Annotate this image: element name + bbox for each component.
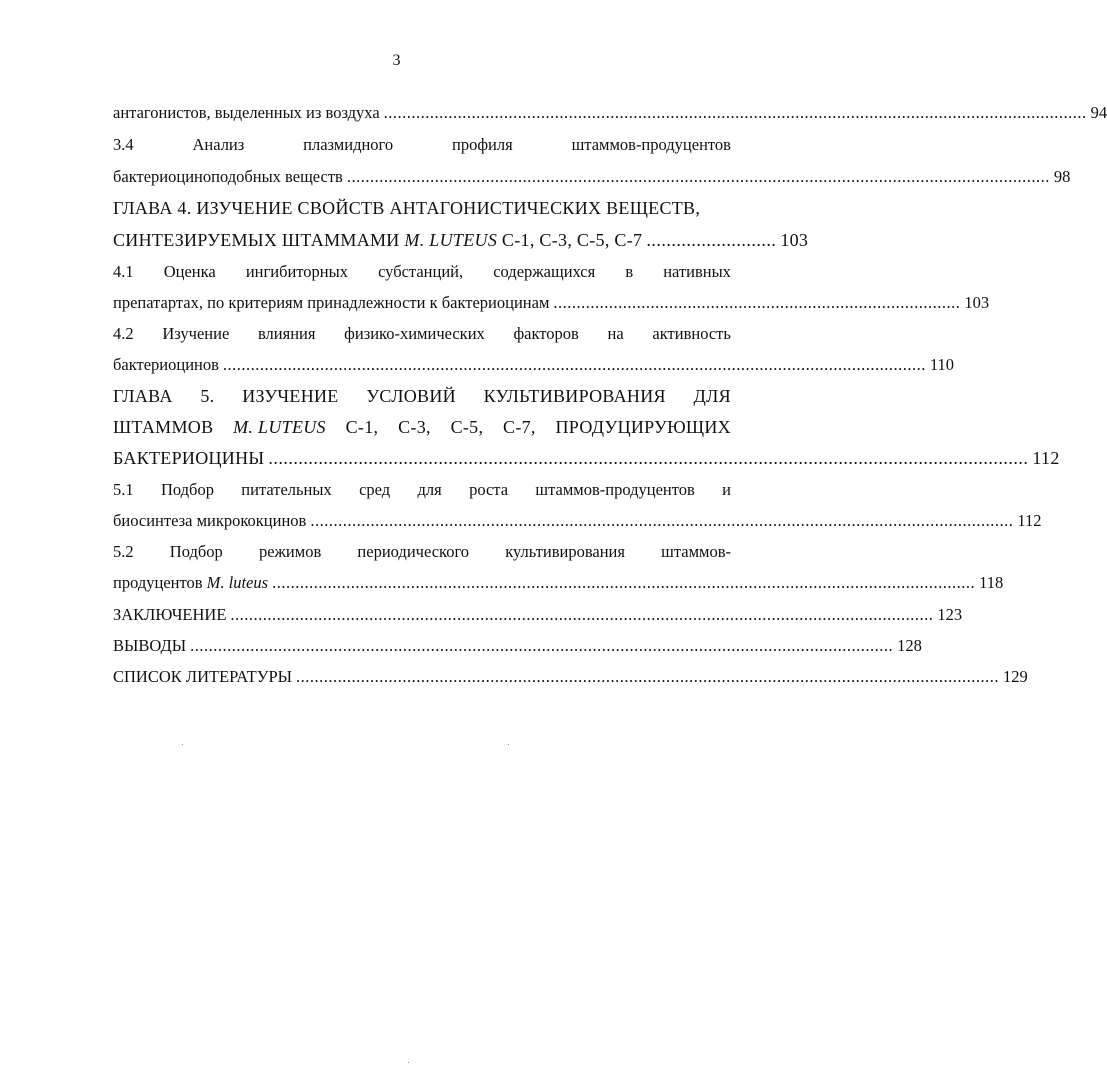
toc-word: штаммов-: [661, 542, 731, 561]
toc-word: штаммов-продуцентов: [571, 135, 731, 154]
toc-word: ИЗУЧЕНИЕ: [242, 386, 339, 406]
section-number: 5.2: [113, 542, 134, 561]
toc-word: ГЛАВА: [113, 386, 173, 406]
toc-word: Оценка: [163, 262, 216, 281]
toc-entry-title: антагонистов, выделенных из воздуха: [113, 103, 380, 122]
dot-leader: ........................................................................................................................................................: [272, 573, 976, 592]
toc-word: КУЛЬТИВИРОВАНИЯ: [483, 386, 666, 406]
dot-leader: ........................................................................................................................................................: [190, 636, 894, 655]
toc-page-number: 128: [897, 636, 922, 655]
toc-word: субстанций,: [378, 262, 464, 281]
toc-word: влияния: [257, 324, 316, 343]
toc-word: С-1,: [345, 417, 379, 437]
toc-word: активность: [652, 324, 731, 343]
toc-entry-title: СПИСОК ЛИТЕРАТУРЫ: [113, 667, 293, 686]
toc-entry-title: биосинтеза микрококцинов: [113, 511, 307, 530]
species-name: M. LUTEUS: [404, 230, 498, 250]
toc-page-number: 103: [964, 293, 990, 312]
dot-leader: ........................................................................................: [553, 293, 961, 312]
toc-entry: [113, 230, 809, 252]
toc-word: на: [607, 324, 624, 343]
toc-entry-title: бактериоциноподобных веществ: [113, 167, 343, 186]
dot-leader: ........................................................................................................................................................: [230, 605, 934, 624]
toc-entry: [113, 167, 1071, 189]
toc-entry-title: БАКТЕРИОЦИНЫ: [113, 448, 265, 468]
toc-entry-title: ВЫВОДЫ: [113, 636, 187, 655]
toc-entry-title: бактериоцинов: [113, 355, 219, 374]
toc-word: штаммов-продуцентов: [535, 480, 695, 499]
toc-entry: [113, 542, 731, 564]
toc-entry: [113, 324, 731, 346]
toc-entry: [113, 293, 990, 315]
species-name: M. LUTEUS: [233, 417, 326, 437]
scan-speck: [508, 744, 509, 745]
chapter-title: ГЛАВА 4. ИЗУЧЕНИЕ СВОЙСТВ АНТАГОНИСТИЧЕСКИХ ВЕЩЕСТВ,: [113, 198, 701, 218]
toc-page-number: 129: [1003, 667, 1028, 686]
chapter-heading: [113, 198, 731, 220]
toc-word: Изучение: [162, 324, 230, 343]
toc-word: для: [417, 480, 442, 499]
toc-page-number: 94: [1090, 103, 1107, 122]
toc-entry: [113, 636, 922, 658]
toc-entry: [113, 262, 731, 284]
toc-entry: [113, 355, 955, 377]
toc-entry: [113, 605, 963, 627]
section-number: 4.1: [113, 262, 134, 281]
toc-word: плазмидного: [303, 135, 394, 154]
toc-word: культивирования: [505, 542, 625, 561]
toc-entry-title: ЗАКЛЮЧЕНИЕ: [113, 605, 227, 624]
toc-entry: [113, 480, 731, 502]
section-number: 3.4: [113, 135, 134, 154]
toc-word: Подбор: [169, 542, 223, 561]
toc-word: Анализ: [192, 135, 245, 154]
toc-page-number: 98: [1053, 167, 1071, 186]
toc-word: ДЛЯ: [693, 386, 731, 406]
scan-speck: [182, 744, 183, 745]
toc-word: роста: [469, 480, 509, 499]
toc-word: ПРОДУЦИРУЮЩИХ: [555, 417, 731, 437]
chapter-heading: [113, 417, 731, 439]
dot-leader: ........................................................................................................................................................: [296, 667, 1000, 686]
chapter-heading: [113, 386, 731, 408]
toc-word: периодического: [357, 542, 470, 561]
toc-word: содержащихся: [493, 262, 596, 281]
toc-word: ШТАММОВ: [113, 417, 214, 437]
dot-leader: ........................................................................................................................................................: [346, 167, 1050, 186]
toc-word: сред: [359, 480, 391, 499]
dot-leader: ........................................................................................................................................................: [310, 511, 1014, 530]
toc-word: физико-химических: [344, 324, 485, 343]
toc-entry-title: продуцентов: [113, 573, 207, 592]
dot-leader: ........................................................................................................................................................: [222, 355, 926, 374]
species-name: M. luteus: [206, 573, 269, 592]
dot-leader: ..........................: [646, 230, 777, 250]
toc-page-number: 112: [1032, 448, 1060, 468]
chapter-title: СИНТЕЗИРУЕМЫХ ШТАММАМИ: [113, 230, 405, 250]
toc-word: Подбор: [160, 480, 214, 499]
toc-entry: [113, 667, 1028, 689]
toc-page-number: 123: [937, 605, 963, 624]
section-number: 5.1: [113, 480, 134, 499]
toc-word: С-7,: [503, 417, 536, 437]
page-number: 3: [392, 52, 401, 69]
toc-entry: [113, 135, 731, 157]
toc-entry: [113, 103, 1107, 125]
toc-word: ингибиторных: [245, 262, 348, 281]
toc-word: нативных: [663, 262, 731, 281]
dot-leader: ........................................................................................................................................................: [383, 103, 1087, 122]
toc-word: профиля: [452, 135, 513, 154]
toc-page-number: 118: [979, 573, 1004, 592]
toc-word: в: [625, 262, 634, 281]
toc-entry-title: препатартах, по критериям принадлежности к бактериоцинам: [113, 293, 550, 312]
toc-word: 5.: [200, 386, 215, 406]
toc-word: С-3,: [398, 417, 431, 437]
toc-word: и: [722, 480, 731, 499]
strain-list: С-1, С-3, С-5, С-7: [497, 230, 643, 250]
toc-word: питательных: [241, 480, 332, 499]
dot-leader: ........................................................................................................................................................: [268, 448, 1029, 468]
toc-entry: [113, 511, 1042, 533]
toc-page-number: 112: [1017, 511, 1042, 530]
toc-word: УСЛОВИЙ: [366, 386, 456, 406]
toc-entry: [113, 573, 1004, 595]
toc-word: С-5,: [450, 417, 484, 437]
toc-word: режимов: [258, 542, 322, 561]
toc-word: факторов: [513, 324, 579, 343]
section-number: 4.2: [113, 324, 134, 343]
toc-entry: [113, 448, 1060, 470]
toc-page-number: 110: [929, 355, 955, 374]
toc-page-number: 103: [780, 230, 809, 250]
scan-speck: [408, 1062, 409, 1063]
